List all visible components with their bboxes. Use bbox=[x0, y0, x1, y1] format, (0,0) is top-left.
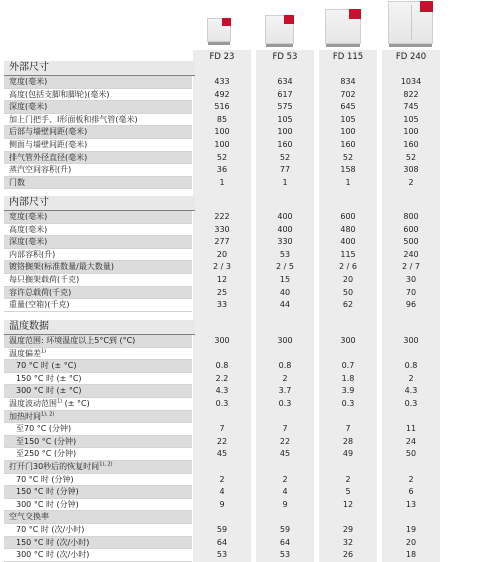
value-cell: 26 bbox=[342, 550, 354, 560]
value-cell: 44 bbox=[279, 300, 291, 310]
value-cell: 19 bbox=[405, 524, 417, 534]
table-row bbox=[4, 448, 480, 461]
row-label-text: 300 °C 时 (± °C) bbox=[16, 386, 82, 396]
value-cell: 277 bbox=[214, 237, 230, 247]
value-cell: 400 bbox=[277, 212, 293, 221]
value-cell: 822 bbox=[403, 89, 419, 99]
table-row bbox=[4, 287, 480, 300]
product-images-row bbox=[0, 0, 480, 50]
value-cell: 2 bbox=[408, 177, 414, 187]
value-cell: 59 bbox=[279, 524, 291, 534]
value-cell: 1 bbox=[282, 177, 288, 187]
value-cell: 11 bbox=[405, 424, 417, 434]
value-cell: 52 bbox=[342, 152, 354, 162]
row-label-text: 侧面与墙壁间距(毫米) bbox=[9, 139, 88, 149]
value-cell: 32 bbox=[342, 537, 354, 547]
value-cell: 645 bbox=[340, 102, 356, 112]
value-cell: 160 bbox=[403, 139, 419, 149]
row-label-text: 温度偏差 bbox=[9, 348, 41, 358]
value-cell: 12 bbox=[216, 274, 228, 284]
value-cell: 330 bbox=[214, 224, 230, 234]
value-cell: 20 bbox=[216, 249, 228, 259]
value-cell: 5 bbox=[345, 487, 351, 497]
value-cell: 2 bbox=[345, 474, 351, 484]
value-cell: 0.8 bbox=[215, 361, 229, 371]
row-label-text: 重量(空箱)(千克) bbox=[9, 300, 70, 310]
value-cell: 100 bbox=[214, 139, 230, 149]
value-cell: 33 bbox=[216, 300, 228, 310]
value-cell: 77 bbox=[279, 165, 291, 175]
value-cell: 240 bbox=[403, 249, 419, 259]
value-cell: 52 bbox=[279, 152, 291, 162]
value-cell: 1.8 bbox=[341, 373, 355, 383]
value-cell: 105 bbox=[277, 114, 293, 124]
value-cell: 0.3 bbox=[215, 398, 229, 408]
row-label-text: 300 °C 时 (次/小时) bbox=[16, 550, 90, 560]
table-row bbox=[4, 274, 480, 287]
value-cell: 0.3 bbox=[341, 398, 355, 408]
table-row bbox=[4, 385, 480, 398]
row-label-text: 后部与墙壁间距(毫米) bbox=[9, 127, 88, 137]
value-cell: 64 bbox=[216, 537, 228, 547]
value-cell: 308 bbox=[403, 165, 419, 175]
value-cell: 15 bbox=[279, 274, 291, 284]
column-header: FD 240 bbox=[395, 52, 427, 62]
value-cell: 300 bbox=[340, 336, 356, 345]
table-row bbox=[4, 236, 480, 249]
table-row bbox=[4, 249, 480, 262]
value-cell: 4 bbox=[282, 487, 288, 497]
table-row bbox=[4, 177, 480, 190]
value-cell: 300 bbox=[214, 336, 230, 345]
value-cell: 2 bbox=[282, 474, 288, 484]
section-temperature-data bbox=[4, 320, 480, 562]
table-row bbox=[4, 499, 480, 512]
value-cell: 115 bbox=[340, 249, 356, 259]
row-label-text: 150 °C 时 (± °C) bbox=[16, 373, 82, 383]
value-cell: 745 bbox=[403, 102, 419, 112]
table-row bbox=[4, 360, 480, 373]
table-row bbox=[4, 211, 480, 224]
value-cell: 575 bbox=[277, 102, 293, 112]
value-cell: 1 bbox=[219, 177, 225, 187]
table-row bbox=[4, 224, 480, 237]
value-cell: 3.9 bbox=[341, 386, 355, 396]
table-row bbox=[4, 411, 480, 424]
row-label-text: 150 °C 时 (分钟) bbox=[16, 487, 79, 497]
value-cell: 36 bbox=[216, 165, 228, 175]
value-cell: 3.7 bbox=[278, 386, 292, 396]
section-external-dimensions bbox=[4, 61, 480, 189]
value-cell: 100 bbox=[340, 127, 356, 137]
value-cell: 12 bbox=[342, 499, 354, 509]
value-cell: 160 bbox=[277, 139, 293, 149]
row-label-text: 宽度(毫米) bbox=[9, 212, 48, 221]
value-cell: 330 bbox=[277, 237, 293, 247]
table-row bbox=[4, 524, 480, 537]
footnote-marker: 1), 2) bbox=[99, 461, 113, 468]
value-cell: 617 bbox=[277, 89, 293, 99]
fd240-oven-image bbox=[388, 1, 433, 44]
table-row bbox=[4, 114, 480, 127]
table-row bbox=[4, 89, 480, 102]
table-row bbox=[4, 486, 480, 499]
value-cell: 105 bbox=[340, 114, 356, 124]
value-cell: 85 bbox=[216, 114, 228, 124]
row-label-text: 70 °C 时 (分钟) bbox=[16, 474, 74, 484]
value-cell: 492 bbox=[214, 89, 230, 99]
value-cell: 2.2 bbox=[215, 373, 229, 383]
value-cell: 600 bbox=[340, 212, 356, 221]
footnote-marker: 1) bbox=[57, 398, 63, 405]
table-row bbox=[4, 436, 480, 449]
table-row bbox=[4, 299, 480, 312]
table-row bbox=[4, 423, 480, 436]
table-row bbox=[4, 549, 480, 562]
value-cell: 49 bbox=[342, 449, 354, 459]
row-label-text: 内部容积(升) bbox=[9, 249, 56, 259]
value-cell: 53 bbox=[279, 550, 291, 560]
section-title: 外部尺寸 bbox=[4, 61, 195, 76]
row-label-text: 宽度(毫米) bbox=[9, 77, 48, 86]
value-cell: 29 bbox=[342, 524, 354, 534]
row-label-text: 70 °C 时 (± °C) bbox=[16, 361, 77, 371]
row-label-text: 至250 °C (分钟) bbox=[16, 449, 77, 459]
value-cell: 22 bbox=[216, 436, 228, 446]
value-cell: 64 bbox=[279, 537, 291, 547]
value-cell: 2 bbox=[282, 373, 288, 383]
value-cell: 480 bbox=[340, 224, 356, 234]
value-cell: 9 bbox=[219, 499, 225, 509]
table-row bbox=[4, 76, 480, 89]
value-cell: 0.3 bbox=[278, 398, 292, 408]
table-row bbox=[4, 139, 480, 152]
row-label-text: 门数 bbox=[9, 177, 25, 187]
value-cell: 96 bbox=[405, 300, 417, 310]
value-cell: 40 bbox=[279, 287, 291, 297]
value-cell: 50 bbox=[342, 287, 354, 297]
value-cell: 7 bbox=[282, 424, 288, 434]
value-cell: 800 bbox=[403, 212, 419, 221]
value-cell: 100 bbox=[214, 127, 230, 137]
row-label-text: 空气交换率 bbox=[9, 512, 49, 522]
value-cell: 2 / 5 bbox=[276, 262, 294, 272]
value-cell: 634 bbox=[277, 77, 293, 86]
row-label-text: 容许总载荷(千克) bbox=[9, 287, 72, 297]
value-cell: 4.3 bbox=[215, 386, 229, 396]
value-cell: 18 bbox=[405, 550, 417, 560]
row-label-text: 高度(包括支脚和脚轮)(毫米) bbox=[9, 89, 110, 99]
value-cell: 7 bbox=[219, 424, 225, 434]
value-cell: 52 bbox=[405, 152, 417, 162]
table-row bbox=[4, 261, 480, 274]
value-cell: 30 bbox=[405, 274, 417, 284]
value-cell: 1 bbox=[345, 177, 351, 187]
value-cell: 400 bbox=[277, 224, 293, 234]
row-label-text: 深度(毫米) bbox=[9, 237, 48, 247]
value-cell: 500 bbox=[403, 237, 419, 247]
table-row bbox=[4, 348, 480, 361]
value-cell: 0.7 bbox=[341, 361, 355, 371]
value-cell: 45 bbox=[216, 449, 228, 459]
value-cell: 6 bbox=[408, 487, 414, 497]
row-divider bbox=[4, 188, 192, 189]
value-cell: 834 bbox=[340, 77, 356, 86]
value-cell: 22 bbox=[279, 436, 291, 446]
value-cell: 600 bbox=[403, 224, 419, 234]
value-cell: 70 bbox=[405, 287, 417, 297]
value-cell: 9 bbox=[282, 499, 288, 509]
fd115-oven-image bbox=[325, 9, 361, 44]
value-cell: 1034 bbox=[400, 77, 422, 86]
value-cell: 28 bbox=[342, 436, 354, 446]
value-cell: 4.3 bbox=[404, 386, 418, 396]
fd23-oven-image bbox=[207, 18, 231, 42]
column-header: FD 115 bbox=[332, 52, 364, 62]
row-label-text: 150 °C 时 (次/小时) bbox=[16, 537, 90, 547]
value-cell: 2 bbox=[219, 474, 225, 484]
value-cell: 158 bbox=[340, 165, 356, 175]
value-cell: 0.8 bbox=[278, 361, 292, 371]
table-row bbox=[4, 335, 480, 348]
table-row bbox=[4, 398, 480, 411]
row-label-text: 加上门把手、I形面板和排气管(毫米) bbox=[9, 114, 138, 124]
value-cell: 100 bbox=[277, 127, 293, 137]
value-cell: 2 / 3 bbox=[213, 262, 231, 272]
value-cell: 4 bbox=[219, 487, 225, 497]
value-cell: 25 bbox=[216, 287, 228, 297]
value-cell: 2 bbox=[408, 373, 414, 383]
row-label-text: 蒸汽空间容积(升) bbox=[9, 165, 72, 175]
value-cell: 0.3 bbox=[404, 398, 418, 408]
row-label-text: 高度(毫米) bbox=[9, 224, 48, 234]
value-cell: 300 bbox=[403, 336, 419, 345]
table-row bbox=[4, 126, 480, 139]
value-cell: 53 bbox=[216, 550, 228, 560]
fd53-oven-image bbox=[265, 15, 294, 44]
value-cell: 7 bbox=[345, 424, 351, 434]
value-cell: 400 bbox=[340, 237, 356, 247]
row-label-text: 镀铬搁架(标准数量/最大数量) bbox=[9, 262, 114, 272]
row-label-text: 300 °C 时 (分钟) bbox=[16, 499, 79, 509]
column-header: FD 53 bbox=[272, 52, 298, 62]
row-label-text: 温度波动范围 bbox=[9, 398, 57, 408]
value-cell: 433 bbox=[214, 77, 230, 86]
value-cell: 20 bbox=[342, 274, 354, 284]
column-header: FD 23 bbox=[209, 52, 235, 62]
row-label-text: 至70 °C (分钟) bbox=[16, 424, 72, 434]
section-title: 温度数据 bbox=[4, 320, 195, 335]
value-cell: 24 bbox=[405, 436, 417, 446]
table-row bbox=[4, 511, 480, 524]
row-label-text: 加热时间 bbox=[9, 411, 41, 421]
table-row bbox=[4, 537, 480, 550]
value-cell: 2 bbox=[408, 474, 414, 484]
table-row bbox=[4, 373, 480, 386]
row-divider bbox=[4, 311, 192, 312]
table-row bbox=[4, 461, 480, 474]
value-cell: 160 bbox=[340, 139, 356, 149]
row-label-text: 温度范围: 环境温度以上5°C到 (°C) bbox=[9, 336, 136, 345]
table-row bbox=[4, 164, 480, 177]
value-cell: 300 bbox=[277, 336, 293, 345]
value-cell: 222 bbox=[214, 212, 230, 221]
value-cell: 702 bbox=[340, 89, 356, 99]
table-row bbox=[4, 474, 480, 487]
row-label-text: 每只搁架载荷(千克) bbox=[9, 274, 80, 284]
value-cell: 59 bbox=[216, 524, 228, 534]
value-cell: 62 bbox=[342, 300, 354, 310]
row-label-suffix: (± °C) bbox=[62, 398, 90, 408]
row-label-text: 深度(毫米) bbox=[9, 102, 48, 112]
row-label-text: 至150 °C (分钟) bbox=[16, 436, 77, 446]
value-cell: 52 bbox=[216, 152, 228, 162]
row-label-text: 打开门30秒后的恢复时间 bbox=[9, 461, 100, 471]
value-cell: 53 bbox=[279, 249, 291, 259]
value-cell: 105 bbox=[403, 114, 419, 124]
value-cell: 20 bbox=[405, 537, 417, 547]
footnote-marker: 1), 2) bbox=[41, 410, 55, 417]
value-cell: 2 / 6 bbox=[339, 262, 357, 272]
value-cell: 100 bbox=[403, 127, 419, 137]
value-cell: 2 / 7 bbox=[402, 262, 420, 272]
value-cell: 516 bbox=[214, 102, 230, 112]
value-cell: 0.8 bbox=[404, 361, 418, 371]
section-title: 内部尺寸 bbox=[4, 196, 195, 211]
row-label-text: 70 °C 时 (次/小时) bbox=[16, 524, 85, 534]
table-row bbox=[4, 152, 480, 165]
footnote-marker: 1) bbox=[41, 347, 47, 354]
value-cell: 45 bbox=[279, 449, 291, 459]
table-row bbox=[4, 101, 480, 114]
value-cell: 50 bbox=[405, 449, 417, 459]
value-cell: 13 bbox=[405, 499, 417, 509]
row-label-text: 排气管外径直径(毫米) bbox=[9, 152, 88, 162]
section-internal-dimensions bbox=[4, 196, 480, 312]
